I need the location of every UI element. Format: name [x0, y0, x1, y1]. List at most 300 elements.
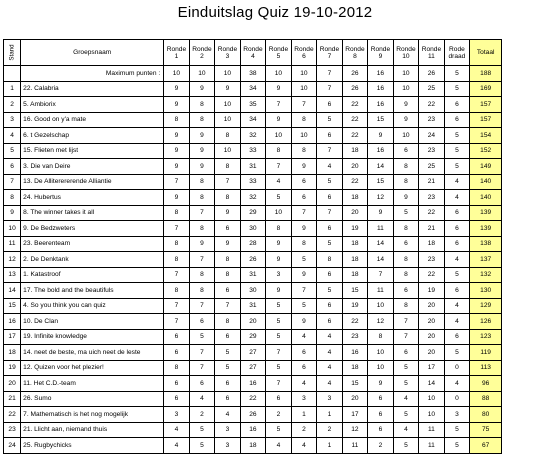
- score-cell: 4: [444, 190, 470, 206]
- stand-cell: 7: [4, 174, 21, 190]
- score-cell: 18: [342, 267, 368, 283]
- score-cell: 6: [317, 97, 343, 113]
- score-cell: 7: [164, 267, 190, 283]
- stand-cell: 2: [4, 97, 21, 113]
- score-cell: 21: [419, 174, 445, 190]
- score-cell: 23: [419, 112, 445, 128]
- score-cell: 4: [317, 159, 343, 175]
- table-row: [4, 252, 502, 268]
- score-cell: 7: [266, 376, 292, 392]
- score-cell: 10: [215, 97, 241, 113]
- score-cell: 6: [317, 298, 343, 314]
- score-cell: 22: [240, 391, 266, 407]
- score-cell: 6: [444, 221, 470, 237]
- score-cell: 9: [189, 128, 215, 144]
- team-name-cell: 26. Sumo: [21, 391, 164, 407]
- score-cell: 32: [240, 190, 266, 206]
- score-cell: 27: [240, 360, 266, 376]
- table-row: [4, 422, 502, 438]
- score-cell: 24: [419, 128, 445, 144]
- score-cell: 9: [215, 81, 241, 97]
- stand-cell: 1: [4, 81, 21, 97]
- score-cell: 9: [393, 97, 419, 113]
- stand-cell: 4: [4, 128, 21, 144]
- score-cell: 5: [393, 407, 419, 423]
- score-cell: 33: [240, 143, 266, 159]
- max-points-value: 16: [368, 66, 394, 82]
- team-name-cell: 3. Die van Deire: [21, 159, 164, 175]
- stand-cell: 14: [4, 283, 21, 299]
- score-cell: 15: [342, 283, 368, 299]
- score-cell: 7: [266, 159, 292, 175]
- table-row: [4, 298, 502, 314]
- team-name-cell: 5. Ambiorix: [21, 97, 164, 113]
- total-cell: 149: [470, 159, 502, 175]
- score-cell: 1: [317, 438, 343, 454]
- team-name-cell: 24. Hubertus: [21, 190, 164, 206]
- header-round: Ronde 6: [291, 40, 317, 66]
- score-cell: 5: [266, 329, 292, 345]
- table-row: [4, 391, 502, 407]
- score-cell: 6: [317, 190, 343, 206]
- score-cell: 7: [164, 298, 190, 314]
- stand-cell: 15: [4, 298, 21, 314]
- page-title: Einduitslag Quiz 19-10-2012: [177, 4, 373, 21]
- score-cell: 9: [164, 97, 190, 113]
- score-cell: 5: [189, 422, 215, 438]
- score-cell: 9: [266, 252, 292, 268]
- max-points-value: 10: [164, 66, 190, 82]
- score-cell: 1: [291, 407, 317, 423]
- score-cell: 3: [317, 391, 343, 407]
- score-cell: 34: [240, 112, 266, 128]
- table-row: [4, 190, 502, 206]
- score-cell: 22: [419, 267, 445, 283]
- score-cell: 11: [342, 438, 368, 454]
- header-round: Ronde 3: [215, 40, 241, 66]
- score-cell: 26: [240, 252, 266, 268]
- max-points-value: 10: [266, 66, 292, 82]
- score-cell: 6: [368, 391, 394, 407]
- header-round: Ronde 1: [164, 40, 190, 66]
- total-cell: 137: [470, 252, 502, 268]
- score-cell: 6: [189, 376, 215, 392]
- score-cell: 3: [215, 422, 241, 438]
- score-cell: 4: [444, 314, 470, 330]
- score-cell: 26: [342, 81, 368, 97]
- score-cell: 17: [419, 360, 445, 376]
- score-cell: 6: [393, 345, 419, 361]
- score-cell: 9: [266, 283, 292, 299]
- max-points-empty: [4, 66, 21, 82]
- total-cell: 157: [470, 97, 502, 113]
- score-cell: 5: [393, 438, 419, 454]
- score-cell: 18: [342, 236, 368, 252]
- score-cell: 8: [393, 298, 419, 314]
- score-cell: 8: [393, 174, 419, 190]
- score-cell: 5: [189, 329, 215, 345]
- total-cell: 169: [470, 81, 502, 97]
- score-cell: 7: [164, 174, 190, 190]
- score-cell: 8: [189, 267, 215, 283]
- header-round: Ronde 8: [342, 40, 368, 66]
- total-cell: 88: [470, 391, 502, 407]
- score-cell: 10: [291, 81, 317, 97]
- table-row: [4, 221, 502, 237]
- score-cell: 9: [393, 112, 419, 128]
- team-name-cell: 15. Flieten met lijst: [21, 143, 164, 159]
- score-cell: 8: [164, 236, 190, 252]
- total-cell: 140: [470, 174, 502, 190]
- score-cell: 5: [444, 345, 470, 361]
- score-cell: 7: [215, 298, 241, 314]
- score-cell: 5: [266, 314, 292, 330]
- stand-cell: 6: [4, 159, 21, 175]
- score-cell: 4: [444, 252, 470, 268]
- team-name-cell: 25. Rugbychicks: [21, 438, 164, 454]
- score-cell: 26: [240, 407, 266, 423]
- score-cell: 9: [291, 314, 317, 330]
- score-cell: 6: [291, 190, 317, 206]
- score-cell: 5: [266, 298, 292, 314]
- score-cell: 4: [317, 376, 343, 392]
- table-row: [4, 283, 502, 299]
- stand-cell: 20: [4, 376, 21, 392]
- score-cell: 31: [240, 298, 266, 314]
- stand-cell: 22: [4, 407, 21, 423]
- results-table: [3, 39, 502, 454]
- score-cell: 7: [215, 174, 241, 190]
- score-cell: 8: [164, 112, 190, 128]
- score-cell: 5: [444, 422, 470, 438]
- stand-cell: 8: [4, 190, 21, 206]
- score-cell: 7: [189, 360, 215, 376]
- score-cell: 6: [444, 97, 470, 113]
- team-name-cell: 11. Het C.D.-team: [21, 376, 164, 392]
- total-cell: 67: [470, 438, 502, 454]
- score-cell: 8: [393, 252, 419, 268]
- score-cell: 2: [291, 422, 317, 438]
- score-cell: 5: [444, 267, 470, 283]
- score-cell: 6: [444, 236, 470, 252]
- score-cell: 14: [368, 159, 394, 175]
- score-cell: 5: [393, 360, 419, 376]
- score-cell: 8: [266, 143, 292, 159]
- score-cell: 9: [291, 159, 317, 175]
- score-cell: 7: [189, 345, 215, 361]
- total-cell: 123: [470, 329, 502, 345]
- stand-cell: 13: [4, 267, 21, 283]
- score-cell: 34: [240, 81, 266, 97]
- score-cell: 9: [393, 190, 419, 206]
- total-cell: 139: [470, 205, 502, 221]
- score-cell: 4: [164, 438, 190, 454]
- header-row: [4, 40, 502, 66]
- score-cell: 21: [419, 221, 445, 237]
- score-cell: 10: [419, 407, 445, 423]
- score-cell: 5: [291, 252, 317, 268]
- stand-cell: 16: [4, 314, 21, 330]
- stand-cell: 12: [4, 252, 21, 268]
- score-cell: 20: [342, 391, 368, 407]
- score-cell: 2: [368, 438, 394, 454]
- score-cell: 7: [291, 205, 317, 221]
- header-round: Ronde 7: [317, 40, 343, 66]
- total-cell: 126: [470, 314, 502, 330]
- team-name-cell: 23. Beerenteam: [21, 236, 164, 252]
- total-cell: 129: [470, 298, 502, 314]
- score-cell: 6: [368, 407, 394, 423]
- stand-cell: 5: [4, 143, 21, 159]
- max-points-value: 10: [393, 66, 419, 82]
- score-cell: 0: [444, 360, 470, 376]
- score-cell: 35: [240, 97, 266, 113]
- score-cell: 6: [189, 314, 215, 330]
- score-cell: 23: [419, 190, 445, 206]
- score-cell: 7: [317, 205, 343, 221]
- score-cell: 23: [419, 143, 445, 159]
- score-cell: 10: [266, 128, 292, 144]
- score-cell: 8: [215, 128, 241, 144]
- score-cell: 20: [419, 298, 445, 314]
- score-cell: 18: [342, 252, 368, 268]
- max-points-value: 5: [444, 66, 470, 82]
- score-cell: 27: [240, 345, 266, 361]
- score-cell: 9: [164, 190, 190, 206]
- score-cell: 16: [342, 345, 368, 361]
- score-cell: 10: [393, 128, 419, 144]
- score-cell: 25: [419, 81, 445, 97]
- score-cell: 10: [291, 128, 317, 144]
- table-row: [4, 345, 502, 361]
- total-cell: 80: [470, 407, 502, 423]
- score-cell: 9: [164, 159, 190, 175]
- max-points-value: 26: [342, 66, 368, 82]
- score-cell: 14: [368, 252, 394, 268]
- score-cell: 4: [266, 438, 292, 454]
- score-cell: 6: [317, 221, 343, 237]
- total-cell: 138: [470, 236, 502, 252]
- score-cell: 4: [444, 376, 470, 392]
- score-cell: 20: [342, 205, 368, 221]
- stand-cell: 11: [4, 236, 21, 252]
- total-cell: 152: [470, 143, 502, 159]
- score-cell: 8: [164, 360, 190, 376]
- score-cell: 16: [368, 143, 394, 159]
- table-row: [4, 205, 502, 221]
- score-cell: 8: [291, 143, 317, 159]
- table-row: [4, 159, 502, 175]
- team-name-cell: 17. The bold and the beautifuls: [21, 283, 164, 299]
- stand-cell: 17: [4, 329, 21, 345]
- score-cell: 12: [342, 422, 368, 438]
- team-name-cell: 8. The winner takes it all: [21, 205, 164, 221]
- score-cell: 10: [368, 360, 394, 376]
- score-cell: 10: [393, 81, 419, 97]
- score-cell: 7: [317, 143, 343, 159]
- score-cell: 33: [240, 174, 266, 190]
- score-cell: 31: [240, 267, 266, 283]
- score-cell: 4: [291, 376, 317, 392]
- table-row: [4, 236, 502, 252]
- score-cell: 30: [240, 283, 266, 299]
- score-cell: 20: [240, 314, 266, 330]
- max-points-value: 10: [291, 66, 317, 82]
- total-cell: 119: [470, 345, 502, 361]
- score-cell: 7: [368, 267, 394, 283]
- team-name-cell: 13. De Alliterererende Alliantie: [21, 174, 164, 190]
- score-cell: 6: [215, 283, 241, 299]
- score-cell: 10: [368, 298, 394, 314]
- table-row: [4, 81, 502, 97]
- score-cell: 31: [240, 159, 266, 175]
- score-cell: 8: [393, 159, 419, 175]
- header-groepsnaam: Groepsnaam: [21, 40, 164, 66]
- team-name-cell: 21. Llicht aan, niemand thuis: [21, 422, 164, 438]
- score-cell: 7: [164, 314, 190, 330]
- header-round: Ronde 4: [240, 40, 266, 66]
- score-cell: 10: [419, 391, 445, 407]
- score-cell: 18: [342, 360, 368, 376]
- score-cell: 23: [342, 329, 368, 345]
- score-cell: 4: [291, 329, 317, 345]
- score-cell: 5: [266, 360, 292, 376]
- score-cell: 3: [266, 267, 292, 283]
- table-row: [4, 407, 502, 423]
- score-cell: 4: [393, 422, 419, 438]
- score-cell: 28: [240, 236, 266, 252]
- score-cell: 8: [393, 267, 419, 283]
- stand-cell: 9: [4, 205, 21, 221]
- header-totaal: Totaal: [470, 40, 502, 66]
- score-cell: 5: [444, 143, 470, 159]
- score-cell: 5: [215, 345, 241, 361]
- total-cell: 130: [470, 283, 502, 299]
- score-cell: 4: [393, 391, 419, 407]
- score-cell: 12: [368, 190, 394, 206]
- score-cell: 6: [215, 221, 241, 237]
- score-cell: 19: [419, 283, 445, 299]
- score-cell: 6: [444, 283, 470, 299]
- team-name-cell: 19. Infinite knowledge: [21, 329, 164, 345]
- max-points-total: 188: [470, 66, 502, 82]
- score-cell: 8: [164, 252, 190, 268]
- score-cell: 16: [368, 97, 394, 113]
- score-cell: 20: [419, 314, 445, 330]
- total-cell: 96: [470, 376, 502, 392]
- header-round: Ronde 2: [189, 40, 215, 66]
- score-cell: 8: [189, 97, 215, 113]
- score-cell: 5: [444, 159, 470, 175]
- score-cell: 3: [215, 438, 241, 454]
- table-row: [4, 329, 502, 345]
- team-name-cell: 2. De Denktank: [21, 252, 164, 268]
- table-row: [4, 360, 502, 376]
- score-cell: 16: [240, 422, 266, 438]
- score-cell: 5: [393, 376, 419, 392]
- score-cell: 1: [317, 407, 343, 423]
- score-cell: 9: [164, 143, 190, 159]
- stand-cell: 19: [4, 360, 21, 376]
- table-row: [4, 267, 502, 283]
- score-cell: 6: [164, 345, 190, 361]
- header-stand: Stand: [4, 40, 21, 66]
- score-cell: 7: [291, 283, 317, 299]
- score-cell: 20: [342, 159, 368, 175]
- team-name-cell: 12. Quizen voor het plezier!: [21, 360, 164, 376]
- total-cell: 140: [470, 190, 502, 206]
- max-points-value: 10: [215, 66, 241, 82]
- score-cell: 8: [215, 267, 241, 283]
- max-points-value: 38: [240, 66, 266, 82]
- stand-cell: 21: [4, 391, 21, 407]
- score-cell: 4: [444, 298, 470, 314]
- score-cell: 19: [342, 221, 368, 237]
- score-cell: 11: [368, 221, 394, 237]
- score-cell: 0: [444, 391, 470, 407]
- score-cell: 14: [368, 236, 394, 252]
- score-cell: 5: [317, 236, 343, 252]
- score-cell: 9: [368, 128, 394, 144]
- score-cell: 5: [215, 360, 241, 376]
- table-row: [4, 314, 502, 330]
- score-cell: 4: [317, 345, 343, 361]
- max-points-value: 7: [317, 66, 343, 82]
- team-name-cell: 22. Calabria: [21, 81, 164, 97]
- score-cell: 8: [215, 314, 241, 330]
- score-cell: 18: [342, 143, 368, 159]
- score-cell: 22: [342, 97, 368, 113]
- score-cell: 6: [393, 236, 419, 252]
- header-round: Ronde 5: [266, 40, 292, 66]
- score-cell: 5: [444, 128, 470, 144]
- score-cell: 29: [240, 205, 266, 221]
- score-cell: 9: [291, 267, 317, 283]
- score-cell: 22: [342, 314, 368, 330]
- score-cell: 10: [215, 112, 241, 128]
- team-name-cell: 4. So you think you can quiz: [21, 298, 164, 314]
- table-row: [4, 112, 502, 128]
- score-cell: 7: [266, 345, 292, 361]
- score-cell: 5: [291, 298, 317, 314]
- total-cell: 157: [470, 112, 502, 128]
- score-cell: 22: [419, 97, 445, 113]
- score-cell: 6: [444, 329, 470, 345]
- score-cell: 9: [368, 376, 394, 392]
- score-cell: 5: [317, 283, 343, 299]
- score-cell: 4: [291, 438, 317, 454]
- max-points-row: [4, 66, 502, 82]
- score-cell: 11: [368, 283, 394, 299]
- team-name-cell: 6. t Gezelschap: [21, 128, 164, 144]
- score-cell: 6: [393, 143, 419, 159]
- score-cell: 5: [393, 205, 419, 221]
- score-cell: 9: [291, 221, 317, 237]
- team-name-cell: 7. Mathematisch is het nog mogelijk: [21, 407, 164, 423]
- header-round: Ronde 9: [368, 40, 394, 66]
- team-name-cell: 1. Katastroof: [21, 267, 164, 283]
- score-cell: 9: [215, 236, 241, 252]
- score-cell: 8: [291, 112, 317, 128]
- score-cell: 29: [240, 329, 266, 345]
- score-cell: 7: [317, 81, 343, 97]
- score-cell: 25: [419, 159, 445, 175]
- table-row: [4, 376, 502, 392]
- score-cell: 6: [215, 391, 241, 407]
- score-cell: 3: [291, 391, 317, 407]
- score-cell: 6: [266, 391, 292, 407]
- score-cell: 7: [291, 97, 317, 113]
